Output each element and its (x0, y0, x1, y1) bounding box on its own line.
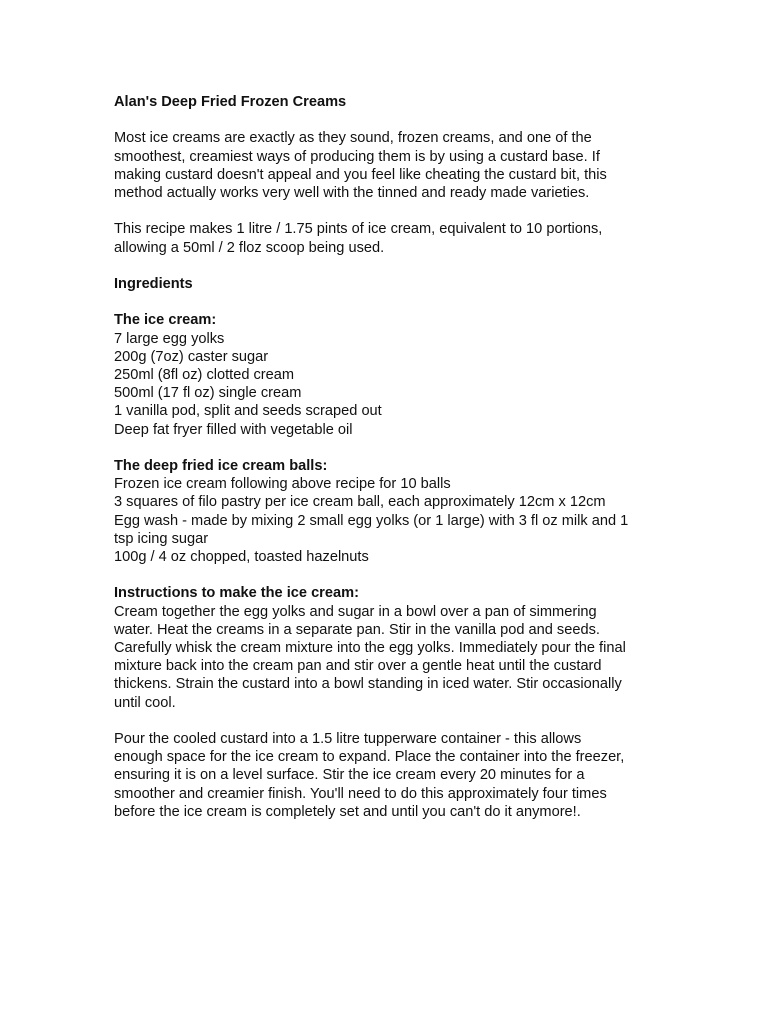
ingredient-item: Deep fat fryer filled with vegetable oil (114, 421, 353, 438)
yield-paragraph: This recipe makes 1 litre / 1.75 pints of ice cream, equivalent to 10 portions, allowing a 50ml / 2 floz scoop being used. (114, 221, 603, 256)
ingredient-item: 500ml (17 fl oz) single cream (114, 385, 302, 402)
ice-cream-balls-heading: The deep fried ice cream balls: (114, 457, 328, 474)
document-title: Alan's Deep Fried Frozen Creams (114, 94, 347, 110)
instructions-paragraph-2: Pour the cooled custard into a 1.5 litre tupperware container - this allows enough space for the ice cream to expand. Place the container into the freezer, ensuring it is on a level surface. Stir the ice cream every 20 minutes for a smoother and creamier finish. You'll need to do this approximately four times before the ice cream is completely set and until you can't do it anymore!. (114, 731, 625, 820)
ingredient-item: 200g (7oz) caster sugar (114, 348, 269, 365)
ingredient-item: Egg wash - made by mixing 2 small egg yolks (or 1 large) with 3 fl oz milk and 1 tsp icing sugar (114, 512, 629, 547)
instructions-paragraph-1: Cream together the egg yolks and sugar in a bowl over a pan of simmering water. Heat the creams in a separate pan. Stir in the vanilla pod and seeds. Carefully whisk the cream mixture into the egg yolks. Immediately pour the final mixture back into the cream pan and stir over a gentle heat until the custard thickens. Strain the custard into a bowl standing in iced water. Stir occasionally until cool. (114, 603, 626, 711)
ingredient-item: 250ml (8fl oz) clotted cream (114, 366, 295, 383)
ice-cream-heading: The ice cream: (114, 312, 217, 329)
ice-cream-ingredient-list (114, 330, 674, 439)
ingredients-heading: Ingredients (114, 275, 193, 292)
ingredient-item: Frozen ice cream following above recipe for 10 balls (114, 476, 451, 493)
intro-paragraph: Most ice creams are exactly as they sound, frozen creams, and one of the smoothest, creamiest ways of producing them is by using a custard base. If making custard doesn't appeal and you feel like cheating the custard bit, this method actually works very well with the tinned and ready made varieties. (114, 130, 607, 201)
spacer (114, 257, 674, 275)
spacer (114, 566, 674, 584)
spacer (114, 293, 674, 311)
spacer (114, 111, 674, 129)
ingredient-item: 100g / 4 oz chopped, toasted hazelnuts (114, 549, 369, 565)
spacer (114, 712, 674, 730)
instructions-heading: Instructions to make the ice cream: (114, 585, 359, 602)
ingredient-item: 3 squares of filo pastry per ice cream ball, each approximately 12cm x 12cm (114, 494, 606, 511)
ingredient-item: 1 vanilla pod, split and seeds scraped out (114, 403, 382, 420)
ice-cream-balls-ingredient-list (114, 475, 674, 566)
ingredient-item: 7 large egg yolks (114, 330, 225, 347)
document-body (114, 93, 674, 821)
spacer (114, 202, 674, 220)
spacer (114, 439, 674, 457)
